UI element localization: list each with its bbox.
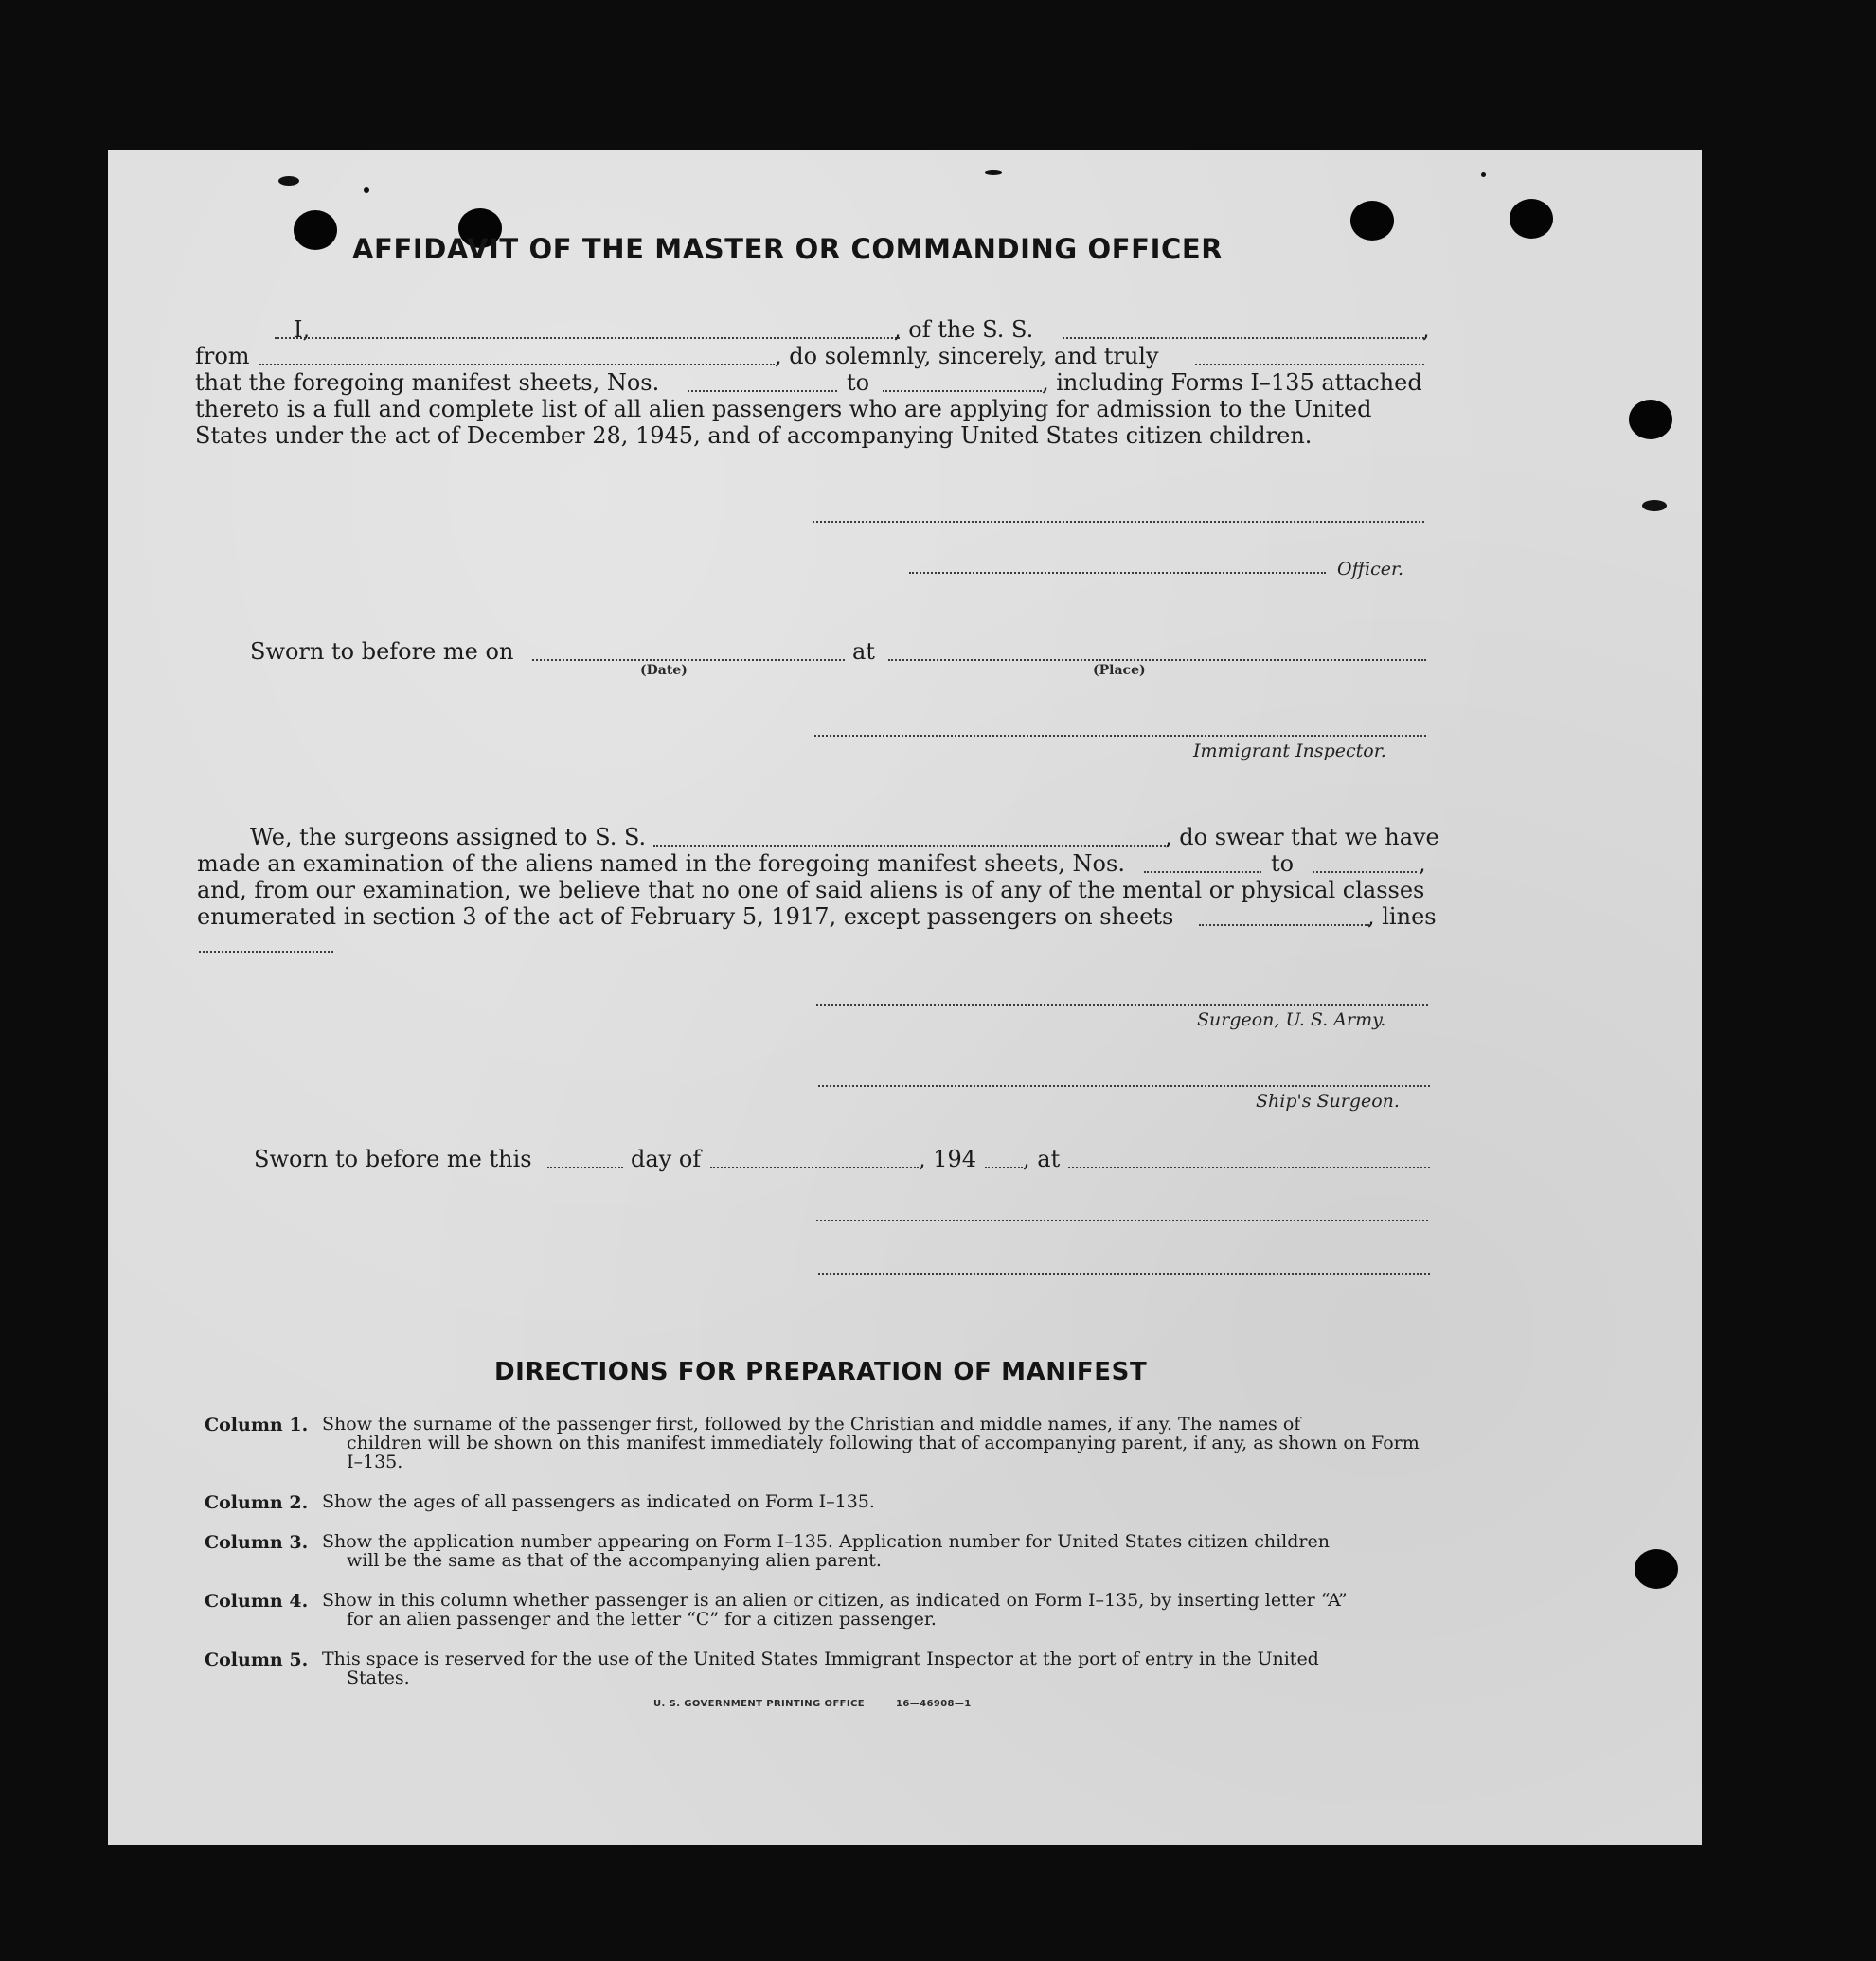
direction-first-line: This space is reserved for the use of the United States Immigrant Inspector at the port of entry in the United [322, 1649, 1319, 1669]
surgeons-text: , [1419, 850, 1426, 877]
surgeons-text: , do swear that we have [1165, 824, 1439, 850]
ink-speck [985, 170, 1002, 175]
blank-sheet-from[interactable] [688, 390, 837, 392]
direction-label: Column 2. [205, 1492, 309, 1513]
affidavit-text: , [1422, 316, 1430, 343]
sworn-text: Sworn to before me on [250, 638, 514, 665]
affidavit-title: AFFIDAVIT OF THE MASTER OR COMMANDING OFFICER [352, 233, 1224, 265]
ink-speck [278, 176, 299, 186]
printer-imprint: U. S. GOVERNMENT PRINTING OFFICE [653, 1699, 865, 1709]
blank-surgeon-sheet-from[interactable] [1144, 871, 1261, 873]
sworn-text: Sworn to before me this [254, 1146, 532, 1172]
punch-hole [294, 210, 337, 250]
direction-label: Column 5. [205, 1649, 309, 1670]
date-caption: (Date) [640, 663, 688, 678]
surgeons-text: enumerated in section 3 of the act of February 5, 1917, except passengers on sheets [197, 903, 1174, 930]
direction-label: Column 3. [205, 1532, 309, 1553]
sworn-text: , 194 [919, 1146, 977, 1172]
direction-text [322, 1532, 1430, 1570]
ship-surgeon-label: Ship's Surgeon. [1256, 1091, 1400, 1112]
surgeons-text: We, the surgeons assigned to S. S. [250, 824, 647, 850]
ink-speck [364, 187, 369, 193]
army-surgeon-label: Surgeon, U. S. Army. [1197, 1009, 1386, 1030]
affidavit-text: to [847, 369, 870, 396]
officer-label: Officer. [1337, 559, 1404, 579]
inspector-signature-line[interactable] [814, 735, 1426, 737]
blank-port-from[interactable] [259, 364, 775, 365]
affidavit-text: , do solemnly, sincerely, and truly [775, 343, 1159, 369]
direction-label: Column 4. [205, 1591, 309, 1612]
surgeons-text: made an examination of the aliens named in the foregoing manifest sheets, Nos. [197, 850, 1125, 877]
affidavit-text: that the foregoing manifest sheets, Nos. [195, 369, 660, 396]
ship-surgeon-signature-line[interactable] [818, 1085, 1430, 1087]
ink-speck [1481, 172, 1486, 177]
affidavit-text: , of the S. S. [894, 316, 1034, 343]
affidavit-text: I, [294, 316, 311, 343]
direction-continuation: for an alien passenger and the letter “C” for a citizen passenger. [347, 1609, 937, 1630]
blank-affirm[interactable] [1195, 364, 1424, 365]
sworn-text: , at [1023, 1146, 1061, 1172]
blank-sworn-place[interactable] [888, 659, 1426, 661]
army-surgeon-signature-line[interactable] [816, 1004, 1428, 1006]
blank-month[interactable] [710, 1167, 919, 1168]
direction-first-line: Show the application number appearing on Form I–135. Application number for United States citizen children [322, 1531, 1330, 1552]
surgeons-text: and, from our examination, we believe that no one of said aliens is of any of the mental or physical classes [197, 877, 1425, 903]
direction-first-line: Show the surname of the passenger first, followed by the Christian and middle names, if any. The names of [322, 1414, 1301, 1435]
direction-first-line: Show the ages of all passengers as indicated on Form I–135. [322, 1491, 875, 1512]
blank-day[interactable] [547, 1167, 623, 1168]
surgeons-text: to [1271, 850, 1295, 877]
sworn-text: at [852, 638, 875, 665]
direction-continuation: States. [347, 1667, 410, 1688]
ink-speck [1642, 500, 1667, 511]
punch-hole [1350, 201, 1394, 241]
place-caption: (Place) [1093, 663, 1146, 678]
surgeons-text: , lines [1367, 903, 1437, 930]
blank-lines[interactable] [199, 951, 333, 953]
affidavit-text: thereto is a full and complete list of all alien passengers who are applying for admission to the United [195, 396, 1372, 422]
document-page [108, 150, 1702, 1845]
inspector-label: Immigrant Inspector. [1193, 740, 1386, 761]
direction-continuation: will be the same as that of the accompanying alien parent. [347, 1550, 882, 1571]
affidavit-text: States under the act of December 28, 1945, and of accompanying United States citizen children. [195, 422, 1313, 449]
punch-hole [1510, 199, 1553, 239]
sworn2-signature-line-1[interactable] [816, 1220, 1428, 1221]
direction-first-line: Show in this column whether passenger is an alien or citizen, as indicated on Form I–135, by inserting letter “A” [322, 1590, 1348, 1611]
sworn2-signature-line-2[interactable] [818, 1273, 1430, 1275]
direction-text [322, 1591, 1430, 1629]
blank-ship-name[interactable] [1063, 337, 1424, 339]
blank-sheet-to[interactable] [883, 390, 1042, 392]
affidavit-text: from [195, 343, 250, 369]
direction-text [322, 1492, 1430, 1511]
directions-title: DIRECTIONS FOR PREPARATION OF MANIFEST [494, 1358, 1148, 1386]
blank-surgeon-ship[interactable] [653, 845, 1169, 847]
blank-surgeon-sheet-to[interactable] [1313, 871, 1417, 873]
blank-sworn-date[interactable] [532, 659, 845, 661]
officer-signature-line-2[interactable] [909, 572, 1326, 574]
blank-year[interactable] [985, 1167, 1023, 1168]
punch-hole [1629, 400, 1672, 439]
blank-master-name[interactable] [275, 337, 900, 339]
direction-text [322, 1649, 1430, 1687]
affidavit-text: , including Forms I–135 attached [1042, 369, 1422, 396]
sworn-text: day of [631, 1146, 702, 1172]
officer-signature-line-1[interactable] [813, 521, 1424, 523]
form-code: 16—46908—1 [896, 1699, 972, 1709]
direction-continuation: children will be shown on this manifest immediately following that of accompanying parent, if any, as shown on Form I–135. [347, 1433, 1420, 1472]
direction-text [322, 1415, 1430, 1471]
blank-except-sheets[interactable] [1199, 924, 1369, 926]
punch-hole [1635, 1549, 1678, 1589]
blank-sworn2-place[interactable] [1068, 1167, 1430, 1168]
direction-label: Column 1. [205, 1415, 309, 1435]
